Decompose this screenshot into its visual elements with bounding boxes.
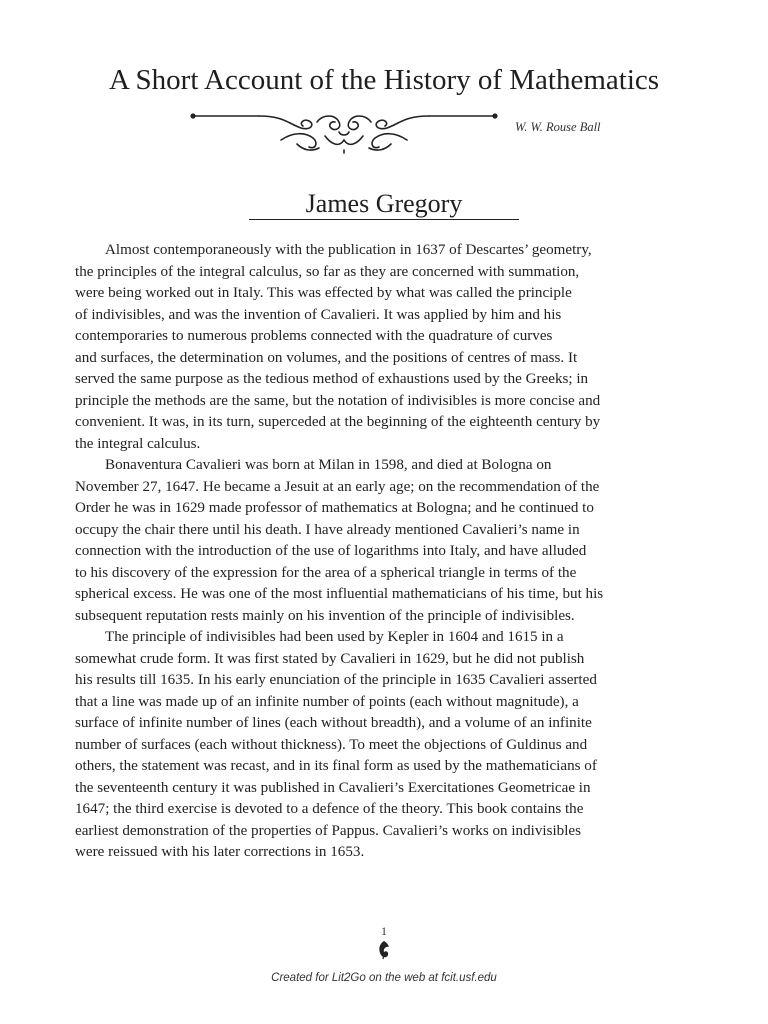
body-line: Bonaventura Cavalieri was born at Milan in 1598, and died at Bologna on [105, 457, 552, 473]
body-line: principle the methods are the same, but the notation of indivisibles is more concise and [75, 392, 601, 409]
body-line: his results till 1635. In his early enunciation of the principle in 1635 Cavalieri asserted [75, 672, 597, 688]
body-line: Almost contemporaneously with the publication in 1637 of Descartes’ geometry, [105, 242, 592, 258]
body-line: the principles of the integral calculus, so far as they are concerned with summation, [75, 263, 580, 280]
body-text [75, 240, 695, 864]
body-line: to his discovery of the expression for the area of a spherical triangle in terms of the [75, 564, 577, 581]
body-line: The principle of indivisibles had been used by Kepler in 1604 and 1615 in a [105, 629, 564, 645]
body-line: earliest demonstration of the properties of Pappus. Cavalieri’s works on indivisibles [75, 822, 581, 839]
body-line: were reissued with his later corrections in 1653. [75, 844, 365, 860]
chapter-title: James Gregory [305, 189, 463, 218]
body-line: somewhat crude form. It was first stated by Cavalieri in 1629, but he did not publish [75, 650, 585, 667]
body-line: surface of infinite number of lines (each without breadth), and a volume of an infinite [75, 715, 592, 731]
body-line: occupy the chair there until his death. I have already mentioned Cavalieri’s name in [75, 521, 580, 538]
leaf-glyph-icon [376, 940, 392, 960]
body-line: subsequent reputation rests mainly on his invention of the principle of indivisibles. [75, 607, 575, 624]
body-line: the integral calculus. [75, 435, 201, 452]
scroll-ornament-icon [189, 110, 499, 154]
author-name: W. W. Rouse Ball [515, 120, 601, 134]
body-line: convenient. It was, in its turn, superceded at the beginning of the eighteenth century by [75, 414, 601, 430]
body-line: 1647; the third exercise is devoted to a defence of the theory. This book contains the [75, 801, 584, 817]
body-line: November 27, 1647. He became a Jesuit at an early age; on the recommendation of the [75, 478, 600, 495]
page-number: 1 [381, 924, 387, 938]
body-line: the seventeenth century it was published in Cavalieri’s Exercitationes Geometricae in [75, 779, 591, 796]
body-line: that a line was made up of an infinite number of points (each without magnitude), a [75, 693, 579, 710]
body-line: served the same purpose as the tedious method of exhaustions used by the Greeks; in [75, 371, 589, 387]
book-title: A Short Account of the History of Mathematics [108, 64, 660, 96]
body-line: number of surfaces (each without thickness). To meet the objections of Guldinus and [75, 736, 588, 753]
body-line: and surfaces, the determination on volumes, and the positions of centres of mass. It [75, 349, 578, 366]
body-line: Order he was in 1629 made professor of mathematics at Bologna; and he continued to [75, 500, 594, 516]
footer-credit: Created for Lit2Go on the web at fcit.usf.edu [271, 972, 497, 984]
body-line: of indivisibles, and was the invention of Cavalieri. It was applied by him and his [75, 306, 562, 323]
body-line: spherical excess. He was one of the most influential mathematicians of his time, but his [75, 586, 604, 602]
chapter-title-underline [249, 219, 519, 220]
body-line: were being worked out in Italy. This was effected by what was called the principle [75, 285, 572, 301]
body-line: contemporaries to numerous problems connected with the quadrature of curves [75, 328, 553, 344]
body-line: connection with the introduction of the use of logarithms into Italy, and have alluded [75, 543, 587, 559]
body-line: others, the statement was recast, and in its final form as used by the mathematicians of [75, 758, 597, 774]
